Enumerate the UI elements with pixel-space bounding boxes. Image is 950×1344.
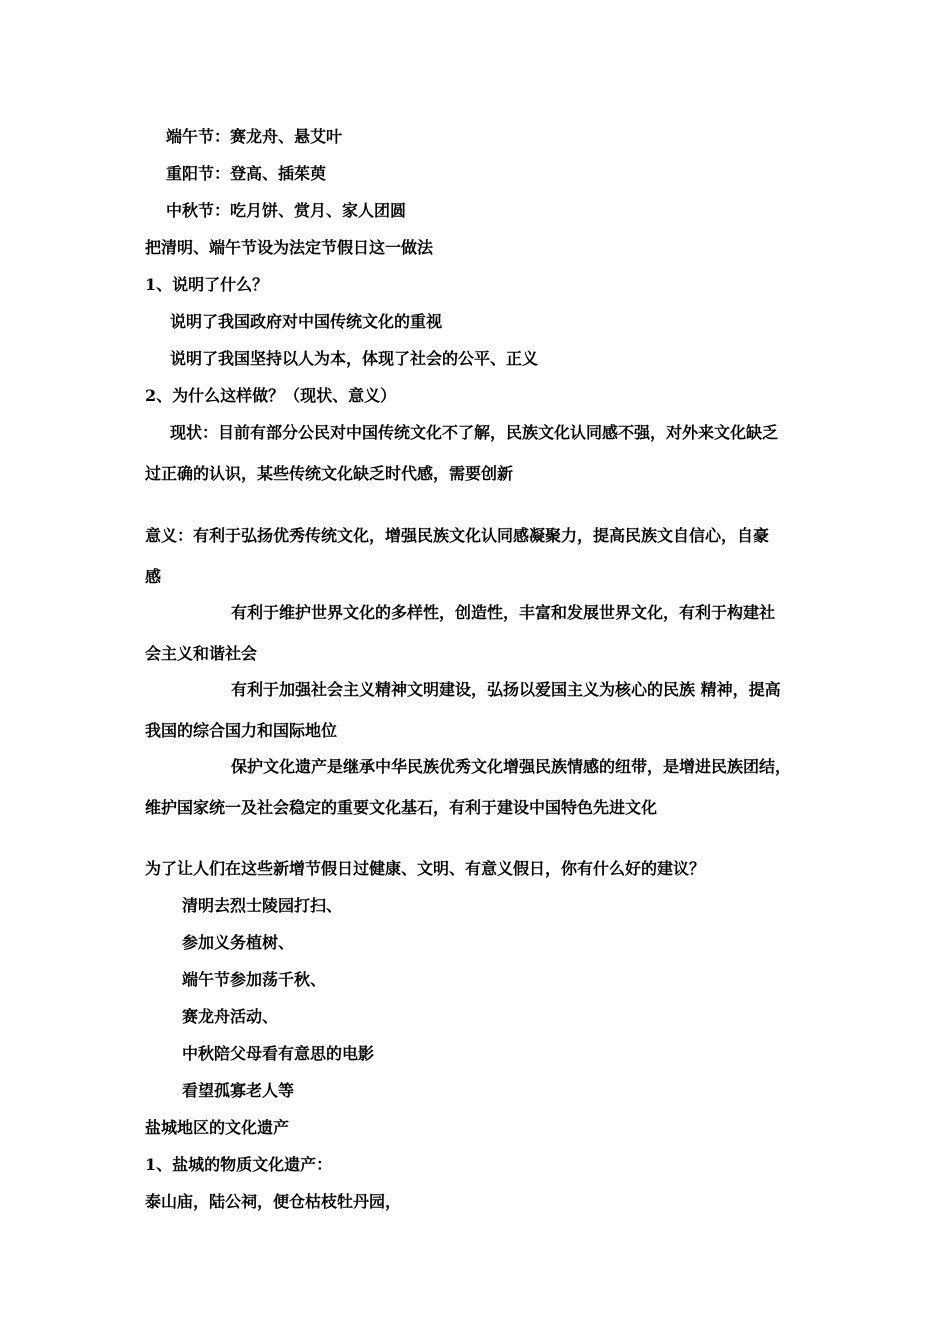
text-line-significance-5: 有利于加强社会主义精神文明建设，弘扬以爱国主义为核心的民族 精神，提高 xyxy=(231,680,781,699)
question-heading-1: 1、说明了什么？ xyxy=(145,275,269,294)
list-item-suggestion-6: 看望孤寡老人等 xyxy=(182,1081,295,1100)
text-line-status-1: 现状：目前有部分公民对中国传统文化不了解，民族文化认同感不强，对外来文化缺乏 xyxy=(170,423,779,442)
text-line-significance-8: 维护国家统一及社会稳定的重要文化基石，有利于建设中国特色先进文化 xyxy=(145,798,658,817)
text-line-significance-6: 我国的综合国力和国际地位 xyxy=(145,721,338,740)
text-line-answer-1a: 说明了我国政府对中国传统文化的重视 xyxy=(170,312,443,331)
text-line-significance-3: 有利于维护世界文化的多样性，创造性，丰富和发展世界文化，有利于构建社 xyxy=(231,603,776,622)
list-item-suggestion-5: 中秋陪父母看有意思的电影 xyxy=(182,1044,375,1063)
question-suggestions: 为了让人们在这些新增节假日过健康、文明、有意义假日，你有什么好的建议？ xyxy=(145,859,706,878)
text-line-dragon-boat-festival: 端午节：赛龙舟、悬艾叶 xyxy=(166,127,343,146)
text-line-answer-1b: 说明了我国坚持以人为本，体现了社会的公平、正义 xyxy=(170,349,539,368)
text-line-mid-autumn-festival: 中秋节：吃月饼、赏月、家人团圆 xyxy=(166,201,407,220)
text-line-double-ninth-festival: 重阳节：登高、插茱萸 xyxy=(166,164,327,183)
list-item-suggestion-4: 赛龙舟活动、 xyxy=(182,1007,279,1026)
text-line-heritage-sites: 泰山庙，陆公祠，便仓枯枝牡丹园， xyxy=(145,1192,402,1211)
text-line-significance-7: 保护文化遗产是继承中华民族优秀文化增强民族情感的纽带，是增进民族团结， xyxy=(231,757,792,776)
list-item-suggestion-3: 端午节参加荡千秋、 xyxy=(182,970,327,989)
question-heading-2: 2、为什么这样做？（现状、意义） xyxy=(145,386,397,405)
text-line-status-2: 过正确的认识，某些传统文化缺乏时代感，需要创新 xyxy=(145,464,514,483)
list-item-suggestion-2: 参加义务植树、 xyxy=(182,933,295,952)
text-line-significance-2: 感 xyxy=(145,567,162,586)
text-line-significance-1: 意义：有利于弘扬优秀传统文化，增强民族文化认同感凝聚力，提高民族文自信心，自豪 xyxy=(145,526,770,545)
text-line-significance-4: 会主义和谐社会 xyxy=(145,644,258,663)
question-heading-material-heritage: 1、盐城的物质文化遗产： xyxy=(145,1155,333,1174)
text-line-holiday-policy: 把清明、端午节设为法定节假日这一做法 xyxy=(145,238,434,257)
list-item-suggestion-1: 清明去烈士陵园打扫、 xyxy=(182,896,343,915)
section-heading-yancheng-heritage: 盐城地区的文化遗产 xyxy=(145,1118,290,1137)
